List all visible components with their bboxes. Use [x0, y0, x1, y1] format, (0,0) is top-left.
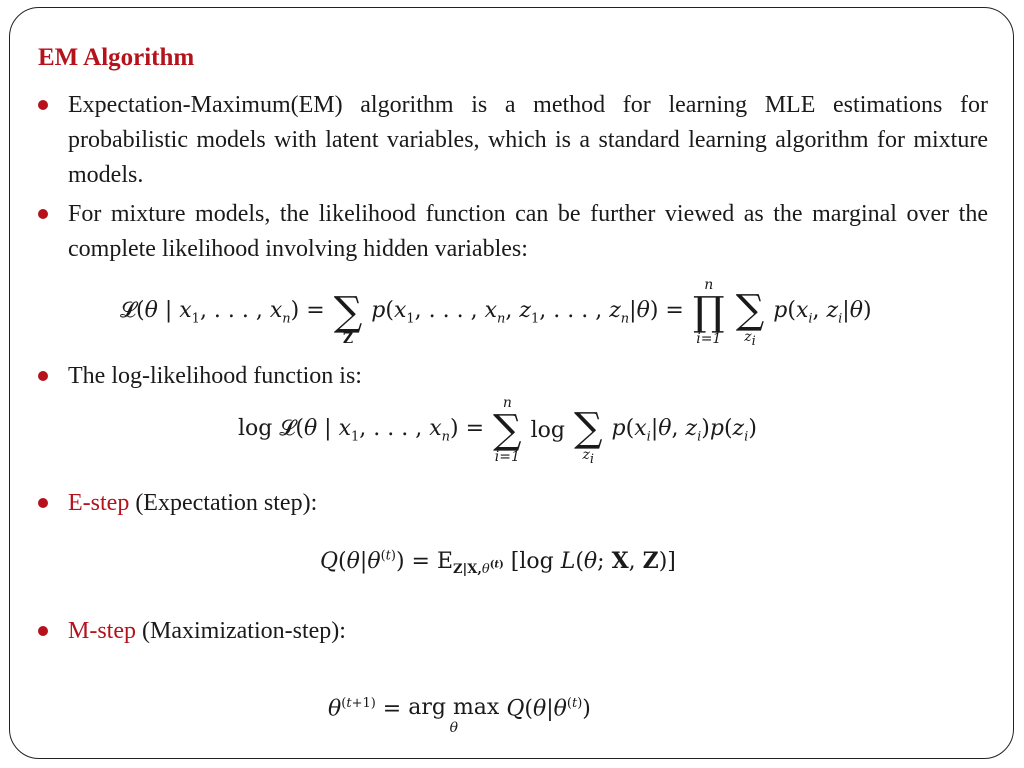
m-step-label: M-step	[68, 618, 136, 644]
bullet-dot-icon	[38, 498, 48, 508]
log-likelihood-equation: log 𝓛(θ | $x_1$, . . . , $x_n$) = n ∑ i=1 log ∑ $z_i$ $p(x_i|\theta$, $z_i)p(z_i)$	[238, 395, 757, 467]
bullet-dot-icon	[38, 100, 48, 110]
likelihood-equation: 𝓛(θ | $x_1$, . . . , $x_n$) = ∑ Z $p(x_1$, . . . , $x_n$, $z_1$, . . . , $z_n|\theta$) = n ∏ i=1 ∑ $z_i$ $p(x_i$, $z_i|\theta$)	[120, 277, 872, 349]
bullet-text: For mixture models, the likelihood function can be further viewed as the marginal over the complete likelihood involving hidden variables:	[68, 201, 988, 262]
bullet-text: (Expectation step):	[129, 490, 318, 516]
e-step-label: E-step	[68, 490, 130, 516]
bullet-item	[38, 197, 988, 267]
bullet-item	[38, 88, 988, 193]
bullet-item	[38, 359, 988, 394]
e-step-equation: $Q(\theta|\theta^{(t)}) = E_{Z|X,\theta^{(t)}}$ [log L(θ; X, Z)]	[320, 548, 676, 578]
m-step-equation: $\theta^{(t+1)}$ = arg max θ $Q(\theta|\theta^{(t)})$	[328, 695, 591, 736]
bullet-item	[38, 486, 988, 521]
bullet-dot-icon	[38, 626, 48, 636]
bullet-text: The log-likelihood function is:	[68, 363, 362, 389]
slide-title: EM Algorithm	[38, 44, 195, 71]
slide	[9, 7, 1014, 759]
bullet-text: Expectation-Maximum(EM) algorithm is a method for learning MLE estimations for probabilistic models with latent variables, which is a standard learning algorithm for mixture models.	[68, 92, 988, 188]
bullet-text: (Maximization-step):	[136, 618, 346, 644]
bullet-item	[38, 614, 988, 649]
bullet-dot-icon	[38, 371, 48, 381]
bullet-dot-icon	[38, 209, 48, 219]
